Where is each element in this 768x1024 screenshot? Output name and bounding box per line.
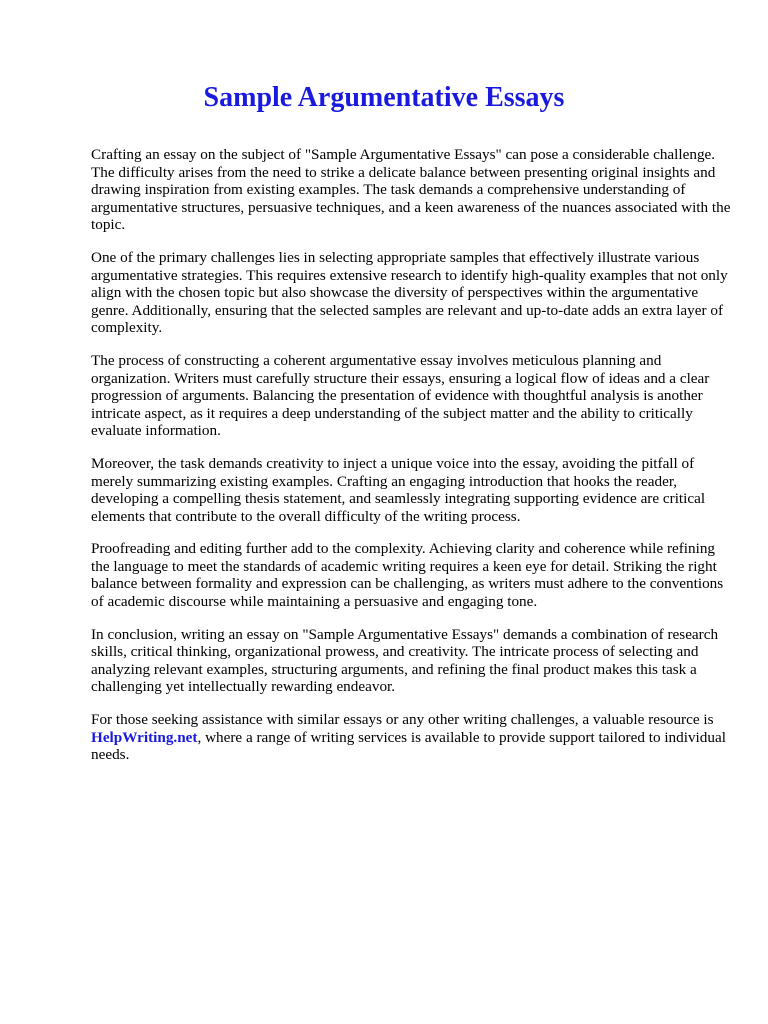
paragraph-5: Proofreading and editing further add to the complexity. Achieving clarity and coherence while refining the language to meet the standards of academic writing requires a keen eye for detail. Striking the right balance between formality and expression can be challenging, as writers must adhere to the conventions of academic discourse while maintaining a persuasive and engaging tone. [91, 540, 724, 611]
paragraph-3: The process of constructing a coherent argumentative essay involves meticulous planning and organization. Writers must carefully structure their essays, ensuring a logical flow of ideas and a clear progression of arguments. Balancing the presentation of evidence with thoughtful analysis is another intricate aspect, as it requires a deep understanding of the subject matter and the ability to critically evaluate information. [91, 351, 710, 440]
paragraph-6: In conclusion, writing an essay on "Sample Argumentative Essays" demands a combination of research skills, critical thinking, organizational prowess, and creativity. The intricate process of selecting and analyzing relevant examples, structuring arguments, and refining the final product makes this task a challenging yet intellectually rewarding endeavor. [91, 625, 719, 696]
paragraph-4: Moreover, the task demands creativity to inject a unique voice into the essay, avoiding the pitfall of merely summarizing existing examples. Crafting an engaging introduction that hooks the reader, developing a compelling thesis statement, and seamlessly integrating supporting evidence are critical elements that contribute to the overall difficulty of the writing process. [91, 454, 706, 525]
helpwriting-link[interactable]: HelpWriting.net [91, 728, 198, 746]
page-title: Sample Argumentative Essays [203, 82, 565, 113]
paragraph-7 [91, 711, 736, 764]
paragraph-7-intro: For those seeking assistance with similar essays or any other writing challenges, a valuable resource is [91, 711, 714, 729]
paragraph-1: Crafting an essay on the subject of "Sample Argumentative Essays" can pose a considerable challenge. The difficulty arises from the need to strike a delicate balance between presenting original insights and drawing inspiration from existing examples. The task demands a comprehensive understanding of argumentative structures, persuasive techniques, and a keen awareness of the nuances associated with the topic. [91, 146, 731, 234]
paragraph-2: One of the primary challenges lies in selecting appropriate samples that effectively illustrate various argumentative strategies. This requires extensive research to identify high-quality examples that not only align with the chosen topic but also showcase the diversity of perspectives within the argumentative genre. Additionally, ensuring that the selected samples are relevant and up-to-date adds an extra layer of complexity. [91, 248, 728, 337]
essay-body [91, 146, 736, 779]
paragraph-7-outro: , where a range of writing services is available to provide support tailored to individual needs. [91, 728, 726, 764]
